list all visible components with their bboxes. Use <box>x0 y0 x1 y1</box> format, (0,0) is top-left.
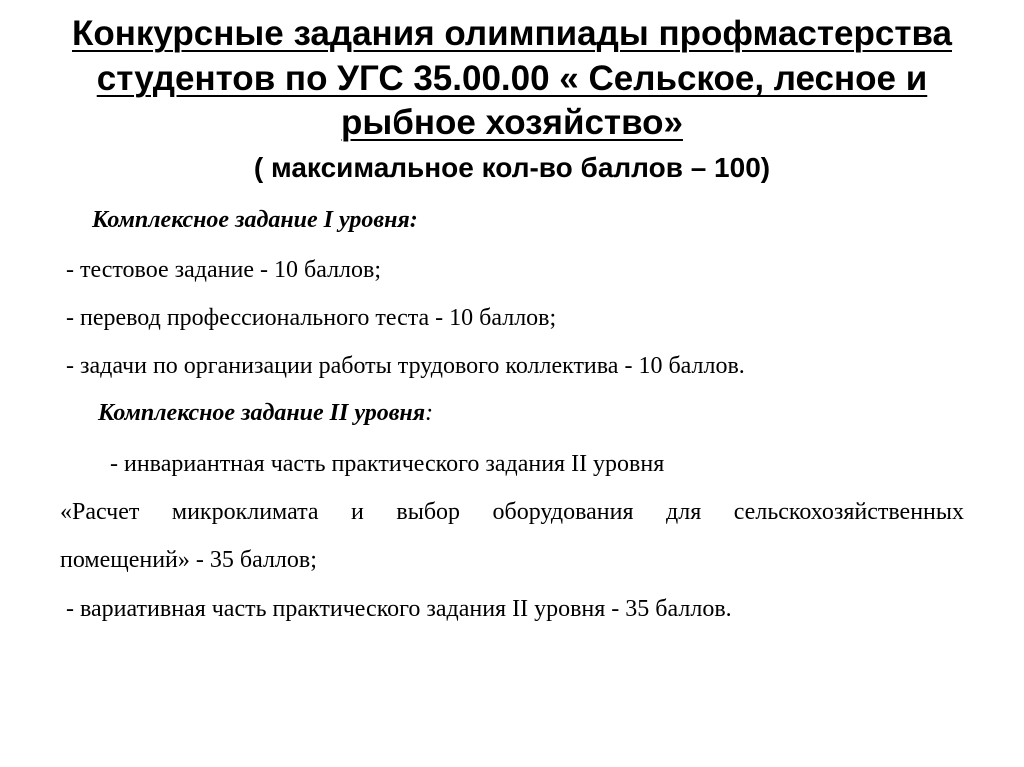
level-2-heading <box>98 397 433 429</box>
level-2-variative-item: - вариативная часть практического задания II уровня - 35 баллов. <box>66 596 732 622</box>
level-1-item-test: - тестовое задание - 10 баллов; <box>66 257 382 283</box>
max-score-subtitle: ( максимальное кол-во баллов – 100) <box>253 152 771 183</box>
level-1-heading: Комплексное задание I уровня: <box>92 207 418 233</box>
level-1-item-organization: - задачи по организации работы трудового коллектива - 10 баллов. <box>66 353 745 379</box>
level-2-invariant-detail-line-1: «Расчет микроклимата и выбор оборудования для сельскохозяйственных <box>60 499 964 525</box>
slide-title-line-3: рыбное хозяйство» <box>341 103 683 142</box>
level-2-invariant-detail-line-2: помещений» - 35 баллов; <box>60 547 317 573</box>
level-2-heading-colon: : <box>425 400 434 426</box>
slide-title-line-2: студентов по УГС 35.00.00 « Сельское, лесное и <box>96 59 928 98</box>
level-2-heading-text: Комплексное задание II уровня <box>98 400 426 426</box>
level-2-invariant-item: - инвариантная часть практического задания II уровня <box>110 451 665 477</box>
level-1-item-translation: - перевод профессионального теста - 10 баллов; <box>66 305 557 331</box>
slide-title-line-1: Конкурсные задания олимпиады профмастерства <box>72 14 952 53</box>
